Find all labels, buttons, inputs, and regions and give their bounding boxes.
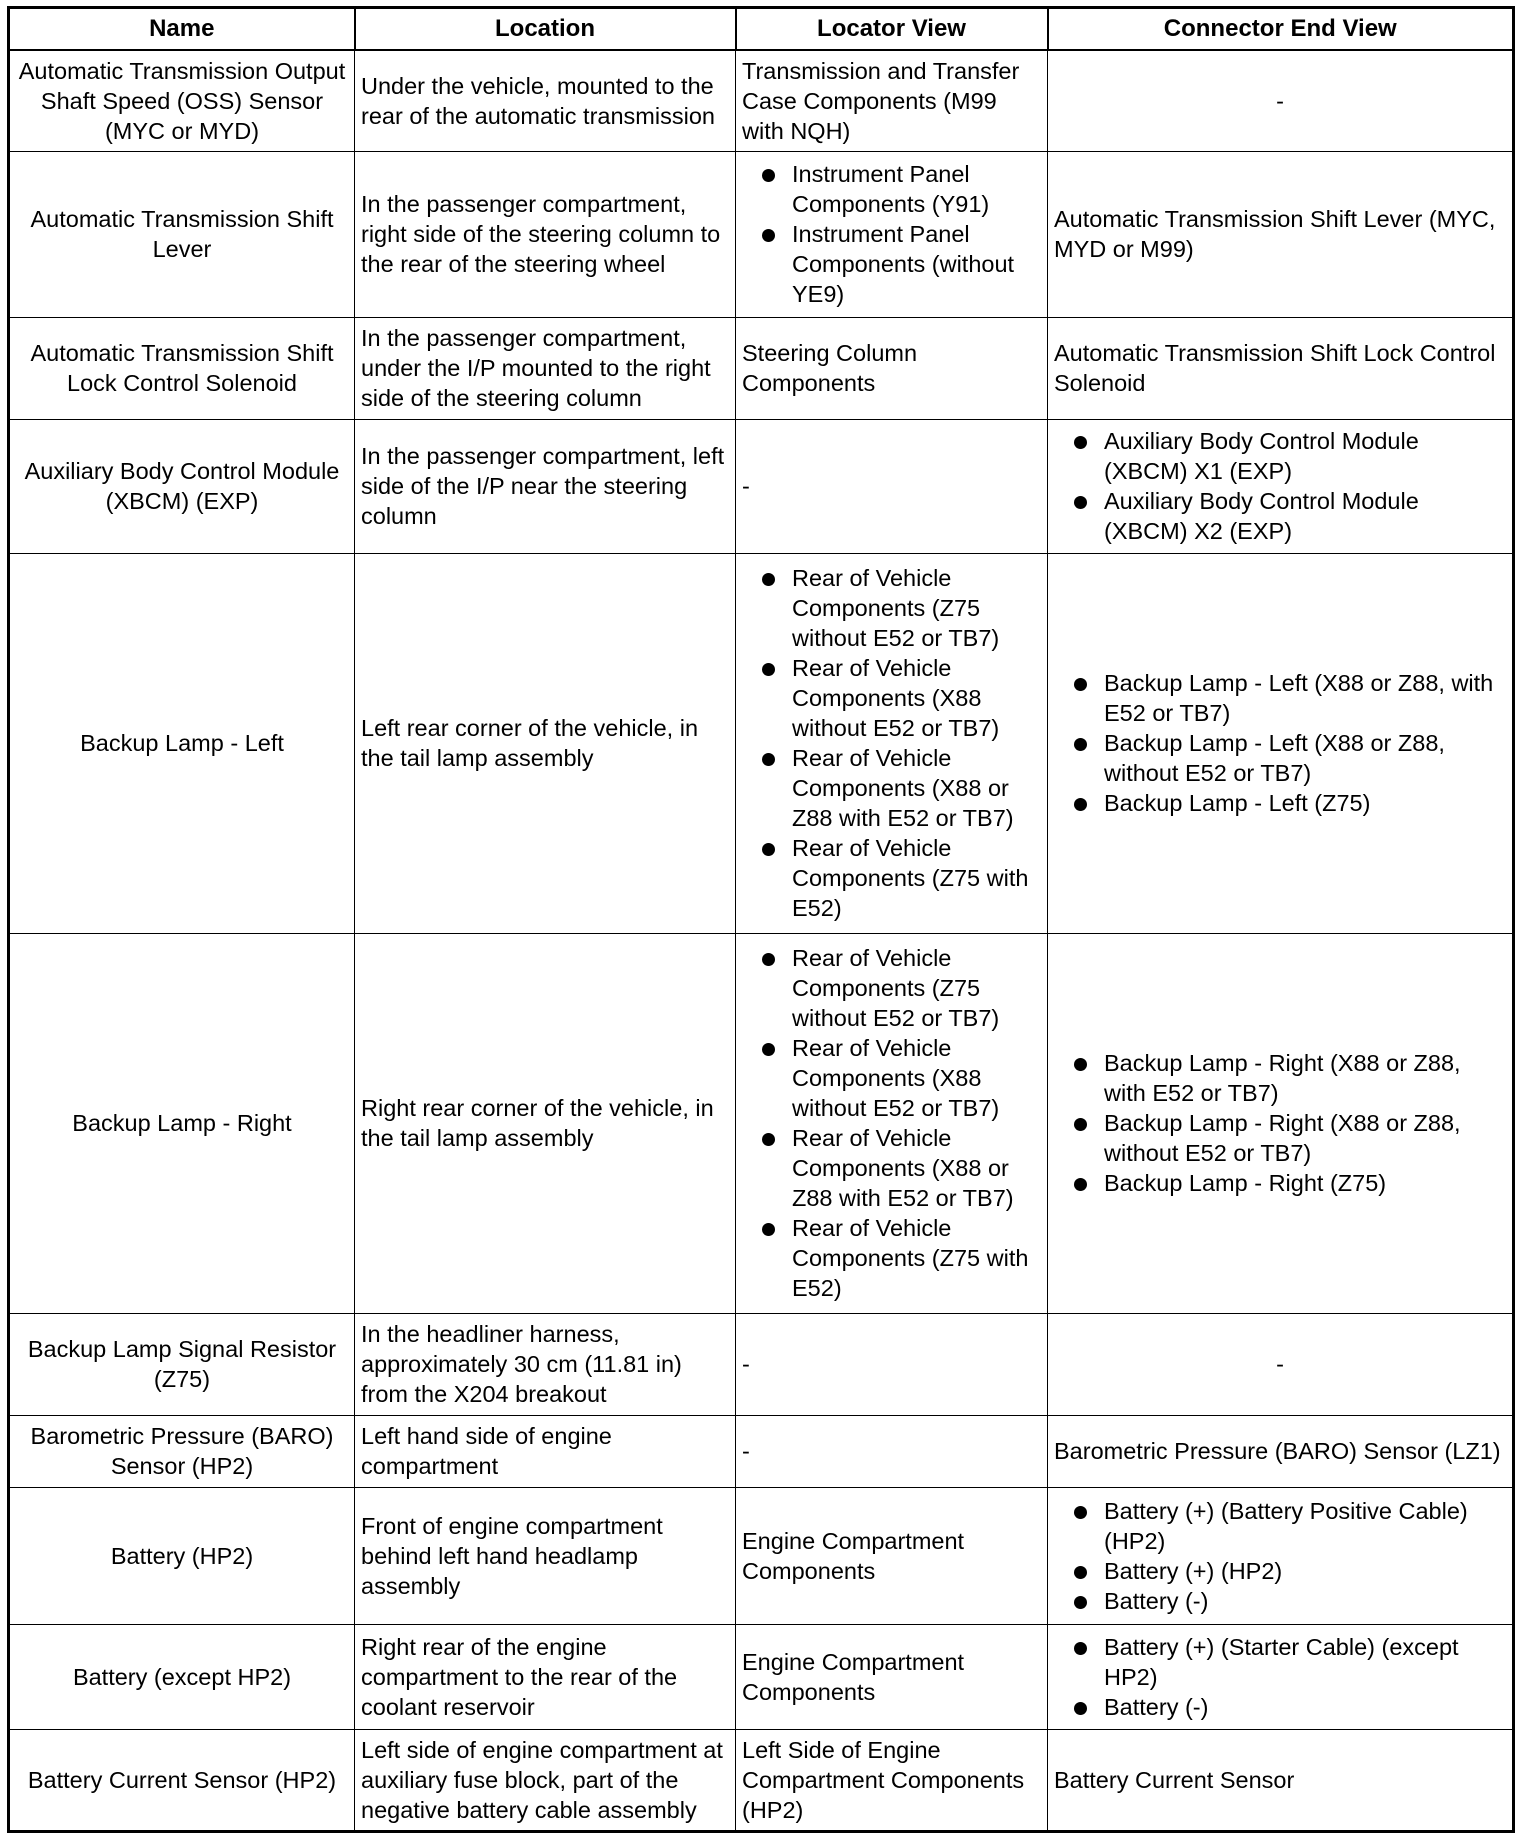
list-item-text: Auxiliary Body Control Module (XBCM) X2 (EXP) — [1104, 488, 1419, 544]
cell-connector-end-view — [1048, 317, 1514, 419]
cell-text: Transmission and Transfer Case Components (M99 with NQH) — [742, 57, 1020, 144]
list-item — [742, 563, 1041, 653]
list-item — [742, 833, 1041, 923]
table-row — [9, 317, 1514, 419]
list-item-text: Rear of Vehicle Components (X88 without E52 or TB7) — [792, 1035, 1000, 1121]
component-locator-table — [7, 6, 1515, 1833]
header-row — [9, 8, 1514, 51]
bullet-list — [1054, 426, 1506, 546]
table-body — [9, 50, 1514, 1831]
bullet-icon — [1074, 1596, 1087, 1609]
table-row — [9, 1729, 1514, 1831]
list-item-text: Backup Lamp - Right (Z75) — [1104, 1170, 1387, 1196]
cell-connector-end-view — [1048, 1313, 1514, 1415]
list-item — [1054, 788, 1506, 818]
cell-text: Automatic Transmission Shift Lever (MYC, MYD or M99) — [1054, 206, 1496, 262]
bullet-icon — [1074, 678, 1087, 691]
list-item-text: Rear of Vehicle Components (Z75 with E52) — [792, 1215, 1029, 1301]
list-item — [742, 219, 1041, 309]
list-item — [1054, 668, 1506, 728]
cell-text: Steering Column Components — [742, 340, 918, 396]
cell-locator-view — [736, 1487, 1048, 1624]
list-item-text: Rear of Vehicle Components (Z75 without E52 or TB7) — [792, 565, 1000, 651]
cell-location: Right rear corner of the vehicle, in the tail lamp assembly — [355, 933, 736, 1313]
list-item-text: Rear of Vehicle Components (Z75 without E52 or TB7) — [792, 945, 1000, 1031]
bullet-list — [742, 159, 1041, 309]
bullet-icon — [1074, 1118, 1087, 1131]
table-row — [9, 1624, 1514, 1729]
list-item — [742, 743, 1041, 833]
cell-locator-view — [736, 553, 1048, 933]
cell-text: - — [1276, 1351, 1284, 1377]
bullet-icon — [1074, 1058, 1087, 1071]
list-item — [742, 1123, 1041, 1213]
cell-name: Automatic Transmission Shift Lever — [9, 151, 355, 317]
table-row — [9, 1313, 1514, 1415]
cell-text: Engine Compartment Components — [742, 1648, 965, 1705]
cell-location: In the passenger compartment, left side of the I/P near the steering column — [355, 419, 736, 553]
cell-name: Automatic Transmission Output Shaft Speed (OSS) Sensor (MYC or MYD) — [9, 50, 355, 151]
list-item — [742, 653, 1041, 743]
list-item — [1054, 1108, 1506, 1168]
cell-name: Barometric Pressure (BARO) Sensor (HP2) — [9, 1415, 355, 1487]
cell-connector-end-view — [1048, 1624, 1514, 1729]
component-locator-table-wrapper — [7, 6, 1515, 1833]
list-item — [1054, 1048, 1506, 1108]
cell-connector-end-view — [1048, 50, 1514, 151]
cell-name: Backup Lamp - Left — [9, 553, 355, 933]
bullet-icon — [762, 1133, 775, 1146]
cell-name: Battery (except HP2) — [9, 1624, 355, 1729]
bullet-icon — [1074, 738, 1087, 751]
list-item-text: Rear of Vehicle Components (Z75 with E52) — [792, 835, 1029, 921]
cell-locator-view — [736, 50, 1048, 151]
header-locator-view: Locator View — [736, 8, 1048, 51]
cell-locator-view — [736, 317, 1048, 419]
header-location: Location — [355, 8, 736, 51]
cell-locator-view — [736, 933, 1048, 1313]
list-item — [1054, 1168, 1506, 1198]
list-item-text: Battery (+) (HP2) — [1104, 1557, 1283, 1584]
table-row — [9, 419, 1514, 553]
cell-locator-view — [736, 151, 1048, 317]
cell-locator-view — [736, 1729, 1048, 1831]
table-row — [9, 1487, 1514, 1624]
bullet-icon — [762, 843, 775, 856]
cell-text: Battery Current Sensor — [1054, 1766, 1295, 1793]
list-item-text: Backup Lamp - Right (X88 or Z88, with E52 or TB7) — [1104, 1050, 1461, 1106]
cell-text: - — [742, 1438, 750, 1464]
table-row — [9, 151, 1514, 317]
list-item — [1054, 728, 1506, 788]
cell-location: Right rear of the engine compartment to the rear of the coolant reservoir — [355, 1624, 736, 1729]
list-item — [1054, 426, 1506, 486]
list-item — [1054, 1632, 1506, 1692]
cell-connector-end-view — [1048, 1487, 1514, 1624]
cell-text: - — [742, 473, 750, 499]
cell-connector-end-view — [1048, 933, 1514, 1313]
list-item-text: Instrument Panel Components (without YE9) — [792, 221, 1015, 307]
bullet-list — [742, 943, 1041, 1303]
cell-name: Automatic Transmission Shift Lock Control Solenoid — [9, 317, 355, 419]
bullet-icon — [1074, 1642, 1087, 1655]
list-item-text: Battery (+) (Starter Cable) (except HP2) — [1104, 1633, 1459, 1690]
cell-text: Engine Compartment Components — [742, 1527, 965, 1584]
cell-location: In the headliner harness, approximately 30 cm (11.81 in) from the X204 breakout — [355, 1313, 736, 1415]
bullet-icon — [762, 169, 775, 182]
list-item — [1054, 1556, 1506, 1586]
table-row — [9, 50, 1514, 151]
list-item-text: Battery (+) (Battery Positive Cable) (HP2) — [1104, 1497, 1468, 1554]
list-item-text: Backup Lamp - Left (Z75) — [1104, 790, 1371, 816]
bullet-icon — [762, 1043, 775, 1056]
cell-location: Left rear corner of the vehicle, in the tail lamp assembly — [355, 553, 736, 933]
cell-location: In the passenger compartment, right side of the steering column to the rear of the steering wheel — [355, 151, 736, 317]
cell-name: Backup Lamp Signal Resistor (Z75) — [9, 1313, 355, 1415]
bullet-icon — [1074, 1178, 1087, 1191]
bullet-list — [1054, 1496, 1506, 1616]
cell-connector-end-view — [1048, 1729, 1514, 1831]
list-item-text: Rear of Vehicle Components (X88 without E52 or TB7) — [792, 655, 1000, 741]
bullet-icon — [762, 953, 775, 966]
list-item-text: Rear of Vehicle Components (X88 or Z88 with E52 or TB7) — [792, 745, 1014, 831]
list-item-text: Battery (-) — [1104, 1587, 1209, 1614]
bullet-list — [1054, 668, 1506, 818]
cell-text: Automatic Transmission Shift Lock Control Solenoid — [1054, 340, 1496, 396]
table-row — [9, 933, 1514, 1313]
cell-location: Left side of engine compartment at auxiliary fuse block, part of the negative battery cable assembly — [355, 1729, 736, 1831]
list-item — [1054, 1586, 1506, 1616]
bullet-icon — [1074, 1566, 1087, 1579]
cell-location: Front of engine compartment behind left hand headlamp assembly — [355, 1487, 736, 1624]
cell-location: Under the vehicle, mounted to the rear of the automatic transmission — [355, 50, 736, 151]
cell-locator-view — [736, 1313, 1048, 1415]
list-item-text: Backup Lamp - Right (X88 or Z88, without E52 or TB7) — [1104, 1110, 1461, 1166]
bullet-icon — [762, 573, 775, 586]
cell-text: Barometric Pressure (BARO) Sensor (LZ1) — [1054, 1438, 1501, 1464]
bullet-icon — [762, 1223, 775, 1236]
header-connector-end-view: Connector End View — [1048, 8, 1514, 51]
bullet-icon — [1074, 1506, 1087, 1519]
list-item — [742, 943, 1041, 1033]
bullet-list — [1054, 1048, 1506, 1198]
table-row — [9, 553, 1514, 933]
bullet-icon — [762, 753, 775, 766]
cell-location: Left hand side of engine compartment — [355, 1415, 736, 1487]
bullet-icon — [762, 663, 775, 676]
list-item-text: Backup Lamp - Left (X88 or Z88, with E52 or TB7) — [1104, 670, 1494, 726]
cell-locator-view — [736, 1415, 1048, 1487]
bullet-list — [742, 563, 1041, 923]
bullet-icon — [1074, 436, 1087, 449]
list-item — [742, 1213, 1041, 1303]
bullet-list — [1054, 1632, 1506, 1722]
cell-locator-view — [736, 1624, 1048, 1729]
list-item-text: Backup Lamp - Left (X88 or Z88, without E52 or TB7) — [1104, 730, 1445, 786]
list-item-text: Battery (-) — [1104, 1693, 1209, 1720]
bullet-icon — [1074, 496, 1087, 509]
cell-connector-end-view — [1048, 553, 1514, 933]
bullet-icon — [1074, 798, 1087, 811]
table-row — [9, 1415, 1514, 1487]
list-item-text: Auxiliary Body Control Module (XBCM) X1 (EXP) — [1104, 428, 1419, 484]
cell-text: Left Side of Engine Compartment Components (HP2) — [742, 1736, 1025, 1823]
bullet-icon — [1074, 1702, 1087, 1715]
list-item-text: Instrument Panel Components (Y91) — [792, 161, 990, 217]
cell-location: In the passenger compartment, under the I/P mounted to the right side of the steering column — [355, 317, 736, 419]
cell-name: Backup Lamp - Right — [9, 933, 355, 1313]
list-item — [1054, 486, 1506, 546]
cell-name: Battery (HP2) — [9, 1487, 355, 1624]
cell-text: - — [1276, 87, 1284, 114]
list-item-text: Rear of Vehicle Components (X88 or Z88 with E52 or TB7) — [792, 1125, 1014, 1211]
bullet-icon — [762, 229, 775, 242]
cell-name: Auxiliary Body Control Module (XBCM) (EXP) — [9, 419, 355, 553]
list-item — [1054, 1692, 1506, 1722]
cell-connector-end-view — [1048, 1415, 1514, 1487]
list-item — [1054, 1496, 1506, 1556]
cell-connector-end-view — [1048, 151, 1514, 317]
list-item — [742, 1033, 1041, 1123]
cell-name: Battery Current Sensor (HP2) — [9, 1729, 355, 1831]
cell-connector-end-view — [1048, 419, 1514, 553]
cell-text: - — [742, 1351, 750, 1377]
list-item — [742, 159, 1041, 219]
cell-locator-view — [736, 419, 1048, 553]
header-name: Name — [9, 8, 355, 51]
